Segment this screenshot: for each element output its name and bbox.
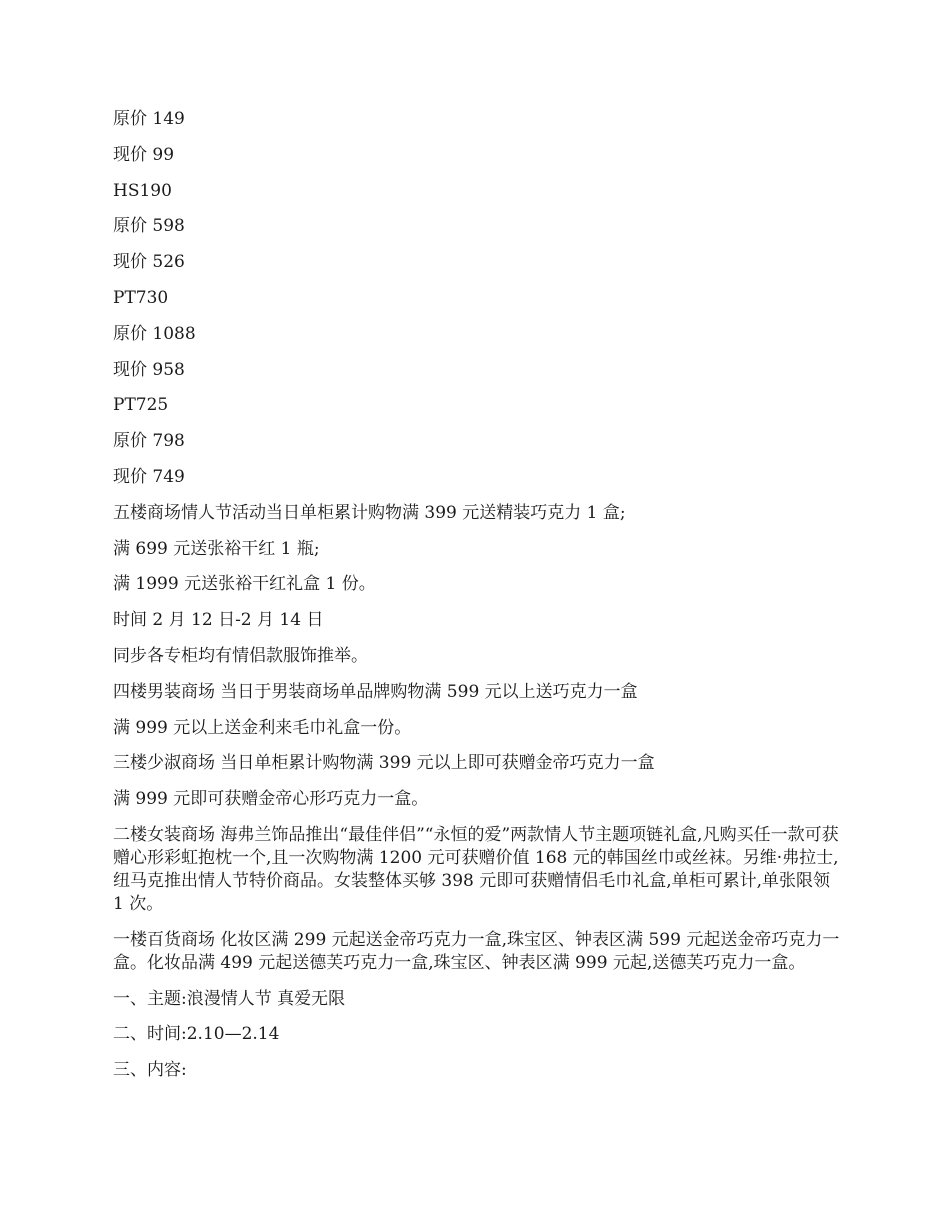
fifth-floor-promo: 五楼商场情人节活动当日单柜累计购物满 399 元送精装巧克力 1 盒; [113, 502, 626, 523]
fourth-floor-tier-2: 满 999 元以上送金利来毛巾礼盒一份。 [113, 717, 412, 738]
price-line-original-2: 原价 598 [113, 216, 185, 237]
price-line-original-3: 原价 1088 [113, 323, 196, 344]
third-floor-promo: 三楼少淑商场 当日单柜累计购物满 399 元以上即可获赠金帝巧克力一盒 [113, 753, 655, 774]
price-line-current-2: 现价 526 [113, 252, 185, 273]
section-time: 二、时间:2.10—2.14 [113, 1024, 280, 1045]
fifth-floor-tier-2: 满 699 元送张裕干红 1 瓶; [113, 538, 320, 559]
second-floor-promo: 二楼女装商场 海弗兰饰品推出“最佳伴侣”“永恒的爱”两款情人节主题项链礼盒,凡购买任一款可获赠心形彩虹抱枕一个,且一次购物满 1200 元可获赠价值 168 元的韩国丝巾或丝袜。另维·弗拉士,纽马克推出情人节特价商品。女装整体买够 398 元即可获赠情侣毛巾礼盒,单柜可累计,单张限领 1 次。 [113, 824, 839, 914]
price-line-original-1: 原价 149 [113, 109, 185, 129]
price-line-current-3: 现价 958 [113, 359, 185, 380]
section-content: 三、内容: [113, 1060, 187, 1081]
price-line-current-4: 现价 749 [113, 466, 185, 487]
fifth-floor-tier-3: 满 1999 元送张裕干红礼盒 1 份。 [113, 574, 376, 595]
couples-clothing-note: 同步各专柜均有情侣款服饰推举。 [113, 645, 368, 666]
third-floor-tier-2: 满 999 元即可获赠金帝心形巧克力一盒。 [113, 789, 429, 810]
product-code-pt725: PT725 [113, 395, 169, 416]
fourth-floor-promo: 四楼男装商场 当日于男装商场单品牌购物满 599 元以上送巧克力一盒 [113, 681, 638, 702]
product-code-pt730: PT730 [113, 287, 169, 308]
product-code-hs190: HS190 [113, 180, 172, 201]
first-floor-promo: 一楼百货商场 化妆区满 299 元起送金帝巧克力一盒,珠宝区、钟表区满 599 元起送金帝巧克力一盒。化妆品满 499 元起送德芙巧克力一盒,珠宝区、钟表区满 999 元起,送德芙巧克力一盒。 [113, 929, 840, 973]
section-theme: 一、主题:浪漫情人节 真爱无限 [113, 988, 346, 1009]
price-line-current-1: 现价 99 [113, 144, 175, 165]
price-line-original-4: 原价 798 [113, 431, 185, 452]
document-page [113, 108, 843, 1095]
promo-dates: 时间 2 月 12 日-2 月 14 日 [113, 610, 324, 631]
